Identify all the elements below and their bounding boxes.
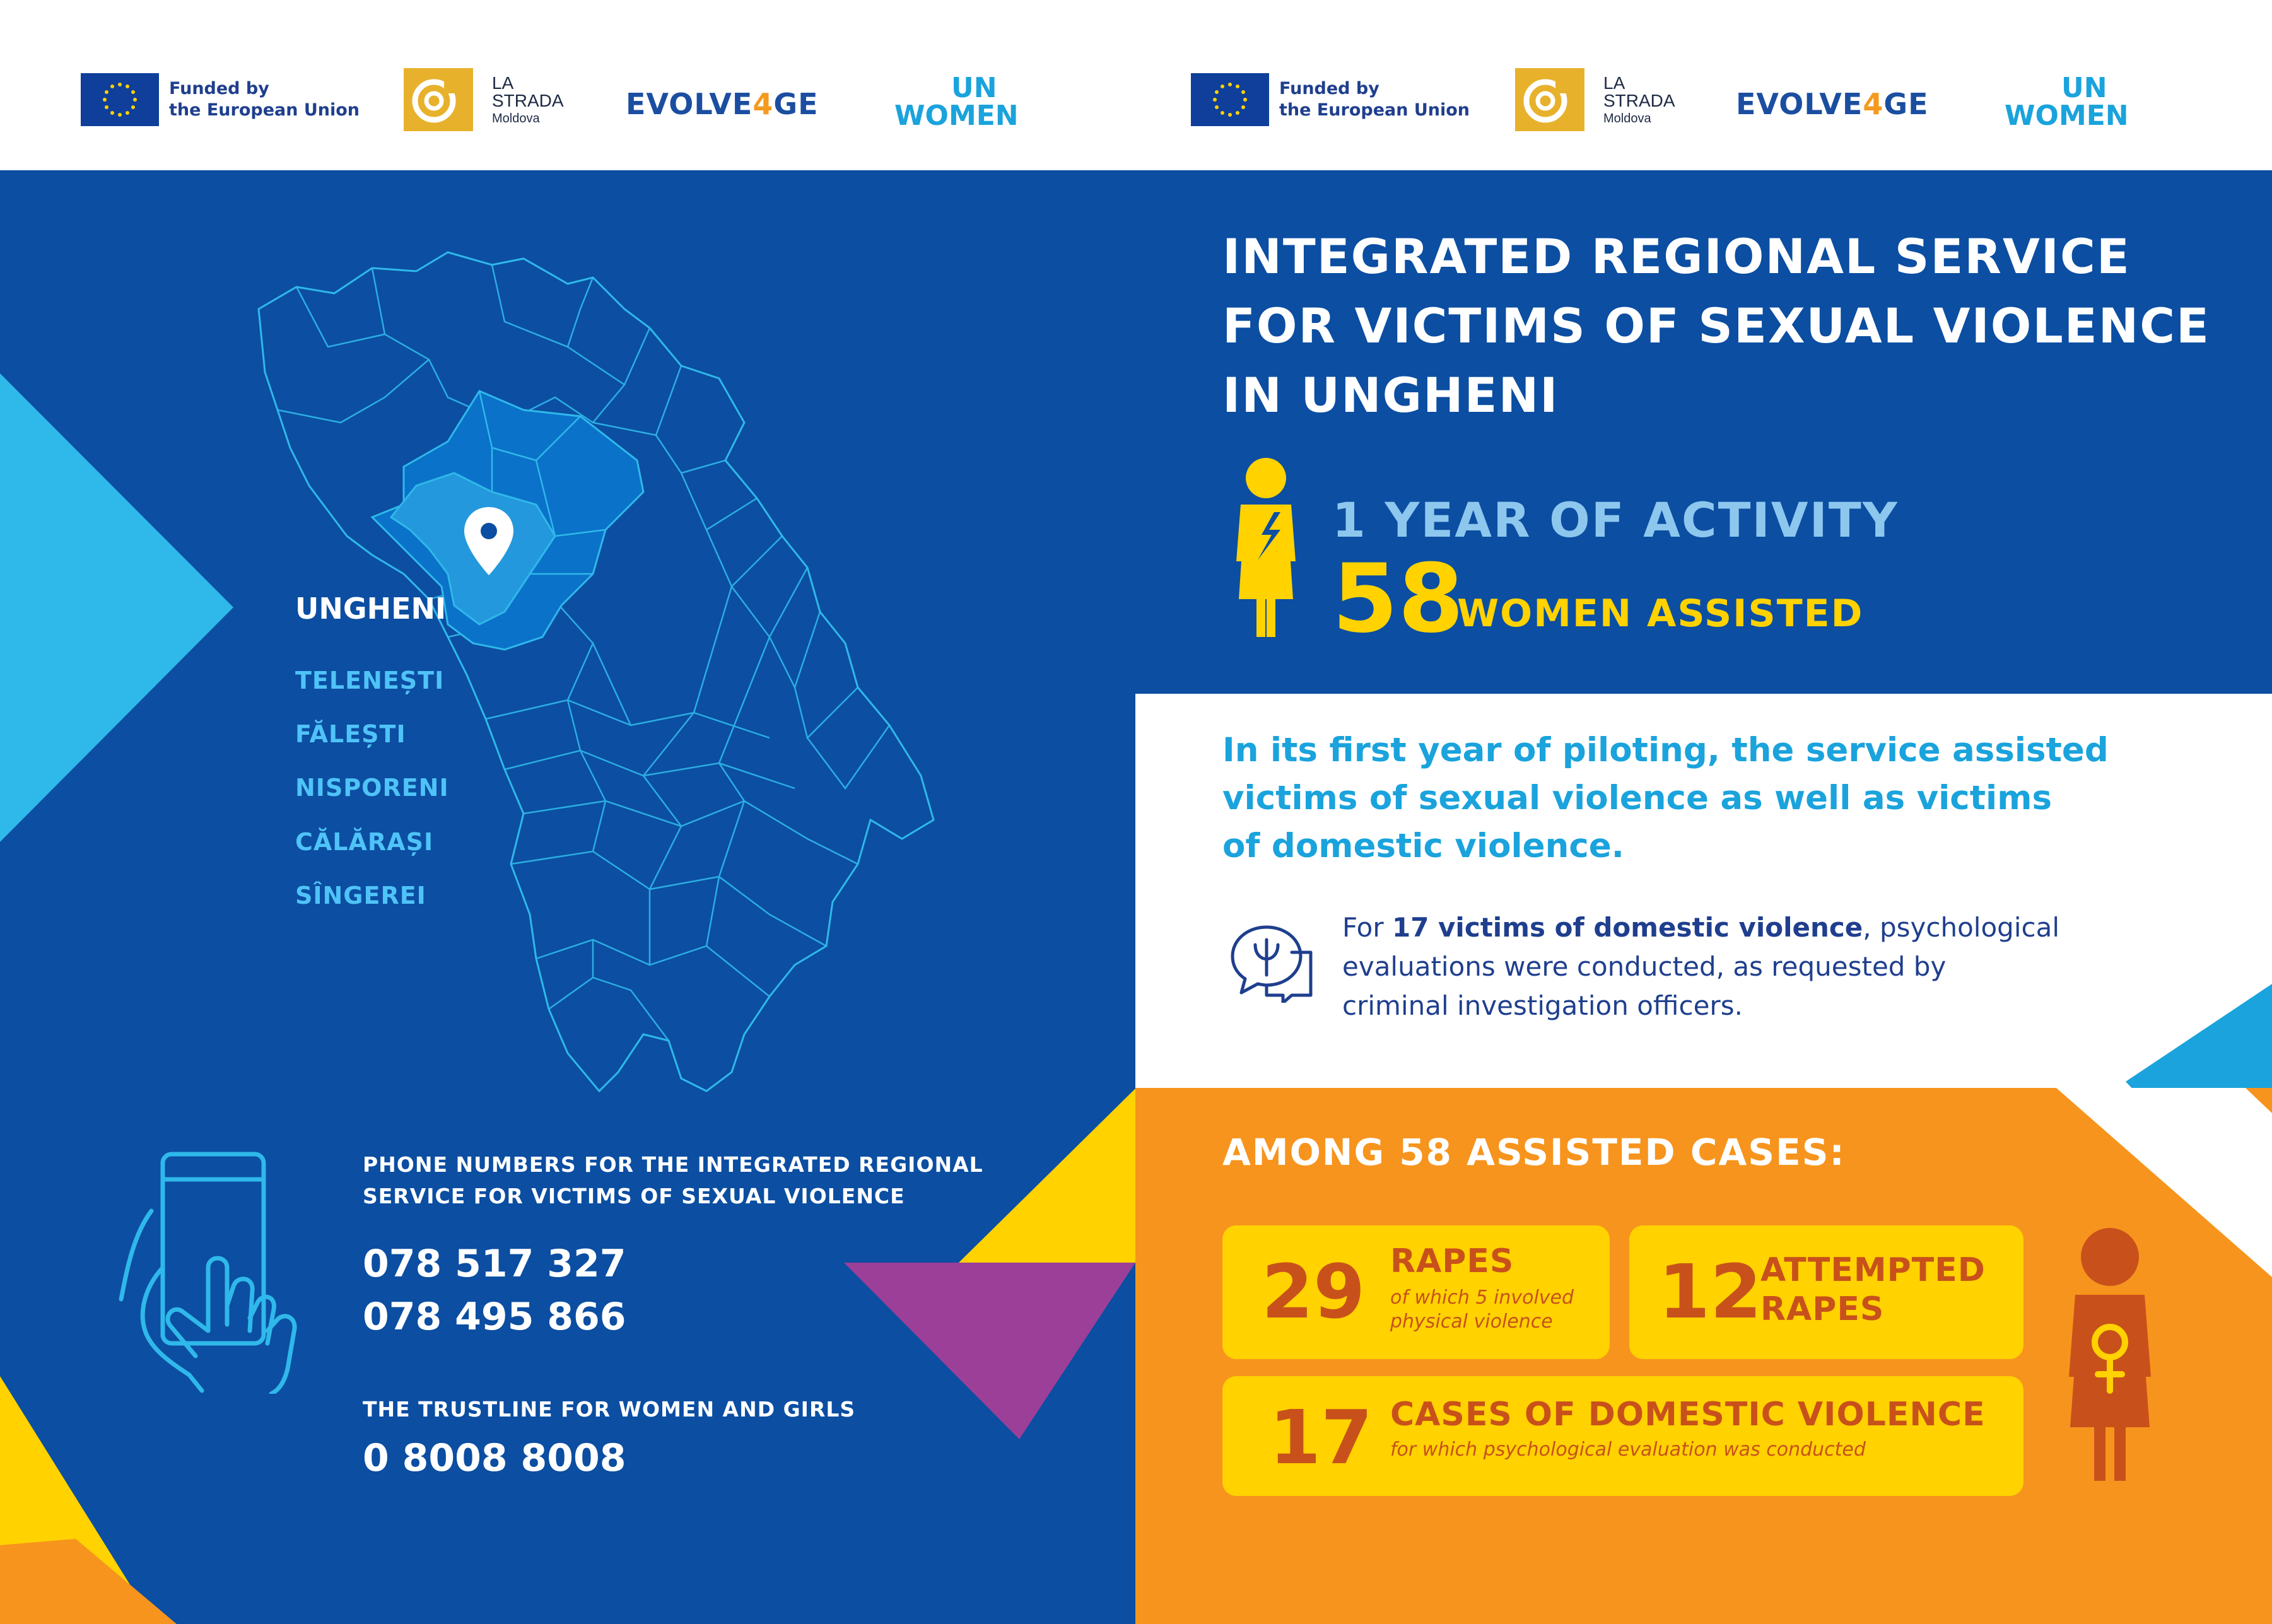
trustline-number[interactable]: 0 8008 8008 — [363, 1436, 626, 1480]
evolve4ge-logo: EVOLVE4GE — [626, 87, 819, 121]
un-women-logo: UN WOMEN — [894, 72, 1019, 132]
attempted-rapes-title: ATTEMPTED RAPES — [1760, 1251, 1986, 1328]
domestic-violence-subtitle: for which psychological evaluation was conducted — [1390, 1439, 1866, 1461]
eu-funding-text: Funded by the European Union — [169, 79, 360, 120]
eu-flag-logo — [81, 73, 159, 126]
un-women-logo-2: UN WOMEN — [2005, 72, 2129, 132]
left-panel — [0, 170, 1135, 1624]
region-item: NISPORENI — [295, 774, 449, 802]
card-rapes — [1222, 1225, 1610, 1359]
domestic-violence-note: For 17 victims of domestic violence, psychological evaluations were conducted, as requested by criminal investigation officers. — [1342, 912, 2059, 1021]
region-item: TELENEȘTI — [295, 667, 445, 694]
region-item: CĂLĂRAȘI — [295, 828, 434, 856]
la-strada-logo-2 — [1515, 68, 1584, 131]
psychology-chat-icon — [1222, 914, 1317, 1003]
women-assisted-label: WOMEN ASSISTED — [1457, 592, 1864, 636]
rapes-count: 29 — [1262, 1248, 1366, 1335]
cases-heading: AMONG 58 ASSISTED CASES: — [1222, 1131, 1846, 1174]
woman-figure-icon — [1225, 454, 1307, 643]
card-attempted-rapes — [1629, 1225, 2023, 1359]
la-strada-logo — [404, 68, 473, 131]
year-of-activity: 1 YEAR OF ACTIVITY — [1332, 492, 1899, 548]
right-cases-section — [1135, 1088, 2272, 1624]
intro-text: In its first year of piloting, the service assisted victims of sexual violence as well as victims of domestic violence. — [1222, 731, 2109, 865]
evolve4ge-logo-2: EVOLVE4GE — [1736, 87, 1929, 121]
phone-heading: PHONE NUMBERS FOR THE INTEGRATED REGIONAL SERVICE FOR VICTIMS OF SEXUAL VIOLENCE — [363, 1152, 983, 1208]
eu-funding-text-2: Funded by the European Union — [1279, 79, 1470, 120]
phone-number-2[interactable]: 078 495 866 — [363, 1295, 626, 1339]
region-item: SÎNGEREI — [295, 882, 426, 909]
location-pin-icon — [460, 505, 517, 580]
rapes-title: RAPES — [1390, 1242, 1514, 1280]
region-ungheni: UNGHENI — [295, 592, 447, 626]
la-strada-text-2: LA STRADA Moldova — [1603, 73, 1675, 126]
phone-numbers — [363, 1237, 626, 1343]
domestic-violence-count: 17 — [1269, 1394, 1373, 1481]
domestic-violence-title: CASES OF DOMESTIC VIOLENCE — [1390, 1396, 1986, 1434]
trustline-heading: THE TRUSTLINE FOR WOMEN AND GIRLS — [363, 1397, 856, 1422]
phone-number-1[interactable]: 078 517 327 — [363, 1242, 626, 1286]
page-title: INTEGRATED REGIONAL SERVICE FOR VICTIMS OF SEXUAL VIOLENCE IN UNGHENI — [1222, 228, 2210, 423]
phone-touch-icon — [107, 1142, 334, 1394]
la-strada-text: LA STRADA Moldova — [492, 73, 564, 126]
rapes-subtitle: of which 5 involved physical violence — [1390, 1287, 1574, 1333]
eu-flag-logo-2 — [1191, 73, 1269, 126]
women-count: 58 — [1332, 544, 1464, 654]
card-domestic-violence — [1222, 1376, 2023, 1496]
attempted-rapes-count: 12 — [1658, 1248, 1762, 1335]
region-item: FĂLEȘTI — [295, 720, 406, 748]
woman-venus-figure-icon — [2050, 1225, 2170, 1490]
right-title-section — [1135, 170, 2272, 694]
logo-header — [0, 0, 2272, 170]
